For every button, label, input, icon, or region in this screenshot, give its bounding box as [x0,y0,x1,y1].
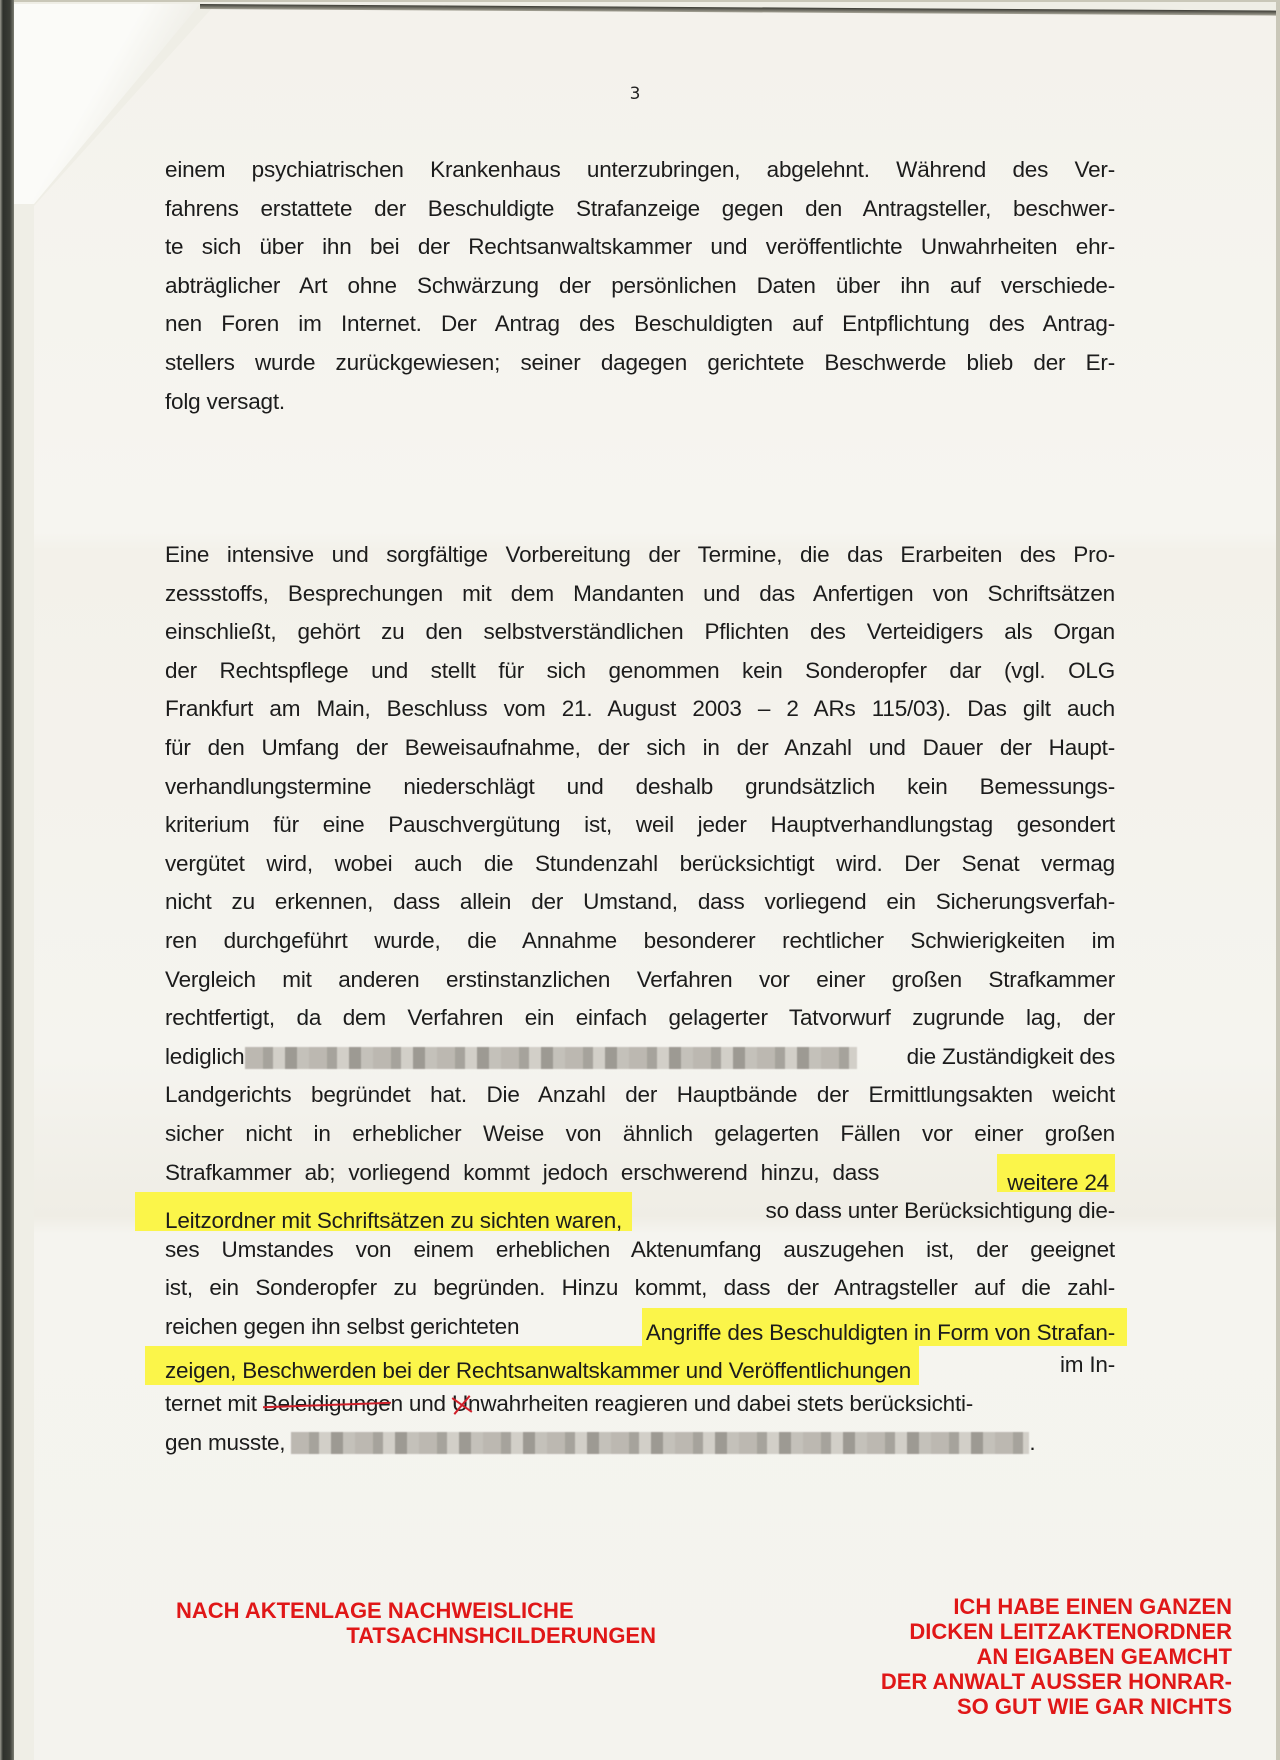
text-line: Eine intensive und sorgfältige Vorbereitung der Termine, die das Erarbeiten des Pro- [165,542,1115,567]
strikethrough-line [165,1385,1115,1424]
highlighted-text: zeigen, Beschwerden bei der Rechtsanwaltskammer und Veröffentlichungen [145,1346,919,1385]
redaction-blur [245,1047,857,1069]
text-line: ses Umstandes von einem erheblichen Aktenumfang auszugehen ist, der geeignet [165,1236,1115,1262]
text-line: te sich über ihn bei der Rechtsanwaltskammer und veröffentlichte Unwahrheiten ehr- [165,234,1115,260]
annotation-line: NACH AKTENLAGE NACHWEISLICHE [176,1598,574,1623]
text-line: Frankfurt am Main, Beschluss vom 21. August 2003 – 2 ARs 115/03). Das gilt auch [165,696,1115,722]
annotation-line: TATSACHNSHCILDERUNGEN [346,1623,656,1648]
text-line: für den Umfang der Beweisaufnahme, der sich in der Anzahl und Dauer der Haupt- [165,734,1115,760]
text-line: ren durchgeführt wurde, die Annahme besonderer rechtlicher Schwierigkeiten im [165,927,1115,953]
text-segment: so dass unter Berücksichtigung die- [765,1198,1115,1224]
redacted-line [165,1424,1115,1463]
paragraph-2 [165,536,1115,1462]
text-line: folg versagt. [165,388,285,414]
paragraph-1 [165,151,1115,421]
text-line: abträglicher Art ohne Schwärzung der persönlichen Daten über ihn auf verschiede- [165,272,1115,298]
highlighted-text: Leitzordner mit Schriftsätzen zu sichten waren, [135,1192,632,1231]
annotation-right [800,1594,1232,1719]
text-segment: ternet mit [165,1391,257,1417]
redaction-blur [291,1432,1029,1454]
text-line: verhandlungstermine niederschlägt und deshalb grundsätzlich kein Bemessungs- [165,773,1115,799]
text-segment: reichen gegen ihn selbst gerichteten [165,1313,520,1339]
text-line: nen Foren im Internet. Der Antrag des Beschuldigten auf Entpflichtung des Antrag- [165,311,1115,337]
text-segment: Strafkammer ab; vorliegend kommt jedoch erschwerend hinzu, dass [165,1159,880,1185]
text-segment: gen musste, [165,1429,286,1455]
annotation-line: SO GUT WIE GAR NICHTS [957,1694,1232,1719]
text-segment: lediglich [165,1043,245,1069]
annotation-line: AN EIGABEN GEAMCHT [976,1644,1232,1669]
text-line: vergütet wird, wobei auch die Stundenzahl berücksichtigt wird. Der Senat vermag [165,850,1115,876]
text-line: stellers wurde zurückgewiesen; seiner dagegen gerichtete Beschwerde blieb der Er- [165,349,1115,375]
text-line: Vergleich mit anderen erstinstanzlichen Verfahren vor einer großen Strafkammer [165,966,1115,992]
annotation-left [176,1598,656,1648]
scanner-edge [0,0,14,1760]
annotation-line: DICKEN LEITZAKTENORDNER [909,1619,1232,1644]
text-line: einem psychiatrischen Krankenhaus unterzubringen, abgelehnt. Während des Ver- [165,157,1115,182]
text-line: Landgerichts begründet hat. Die Anzahl der Hauptbände der Ermittlungsakten weicht [165,1082,1115,1108]
redacted-line [165,1038,1115,1077]
text-segment: n und [390,1391,446,1417]
text-segment: im In- [1059,1352,1115,1378]
page-number: 3 [629,84,641,104]
text-segment: . [1029,1429,1036,1455]
text-line: sicher nicht in erheblicher Weise von ähnlich gelagerten Fällen vor einer großen [165,1120,1115,1146]
text-line: rechtfertigt, da dem Verfahren ein einfach gelagerter Tatvorwurf zugrunde lag, der [165,1005,1115,1031]
highlight-line [165,1308,1115,1347]
highlighted-text: weitere 24 [997,1154,1115,1193]
annotation-line: ICH HABE EINEN GANZEN [953,1594,1232,1619]
crossed-letters: Un [451,1391,481,1417]
annotation-line: DER ANWALT AUSSER HONRAR- [880,1669,1232,1694]
highlight-line [145,1346,1115,1385]
text-segment: wahrheiten reagieren und dabei stets berücksichti- [480,1391,974,1417]
highlight-line [135,1192,1115,1234]
text-segment: die Zuständigkeit des [906,1043,1115,1069]
text-line: ist, ein Sonderopfer zu begründen. Hinzu kommt, dass der Antragsteller auf die zahl- [165,1275,1115,1301]
text-line: zessstoffs, Besprechungen mit dem Mandanten und das Anfertigen von Schriftsätzen [165,580,1115,606]
text-segment [165,1385,973,1424]
text-line: nicht zu erkennen, dass allein der Umstand, dass vorliegend ein Sicherungsverfah- [165,889,1115,915]
text-line: kriterium für eine Pauschvergütung ist, weil jeder Hauptverhandlungstag gesondert [165,812,1115,838]
highlight-line [165,1154,1115,1193]
text-line: fahrens erstattete der Beschuldigte Strafanzeige gegen den Antragsteller, beschwer- [165,195,1115,221]
highlighted-text: Angriffe des Beschuldigten in Form von Strafan- [642,1308,1127,1347]
text-line: einschließt, gehört zu den selbstverständlichen Pflichten des Verteidigers als Organ [165,619,1115,645]
text-line: der Rechtspflege und stellt für sich genommen kein Sonderopfer dar (vgl. OLG [165,657,1115,683]
struck-word: Beleidigunge [262,1391,391,1417]
